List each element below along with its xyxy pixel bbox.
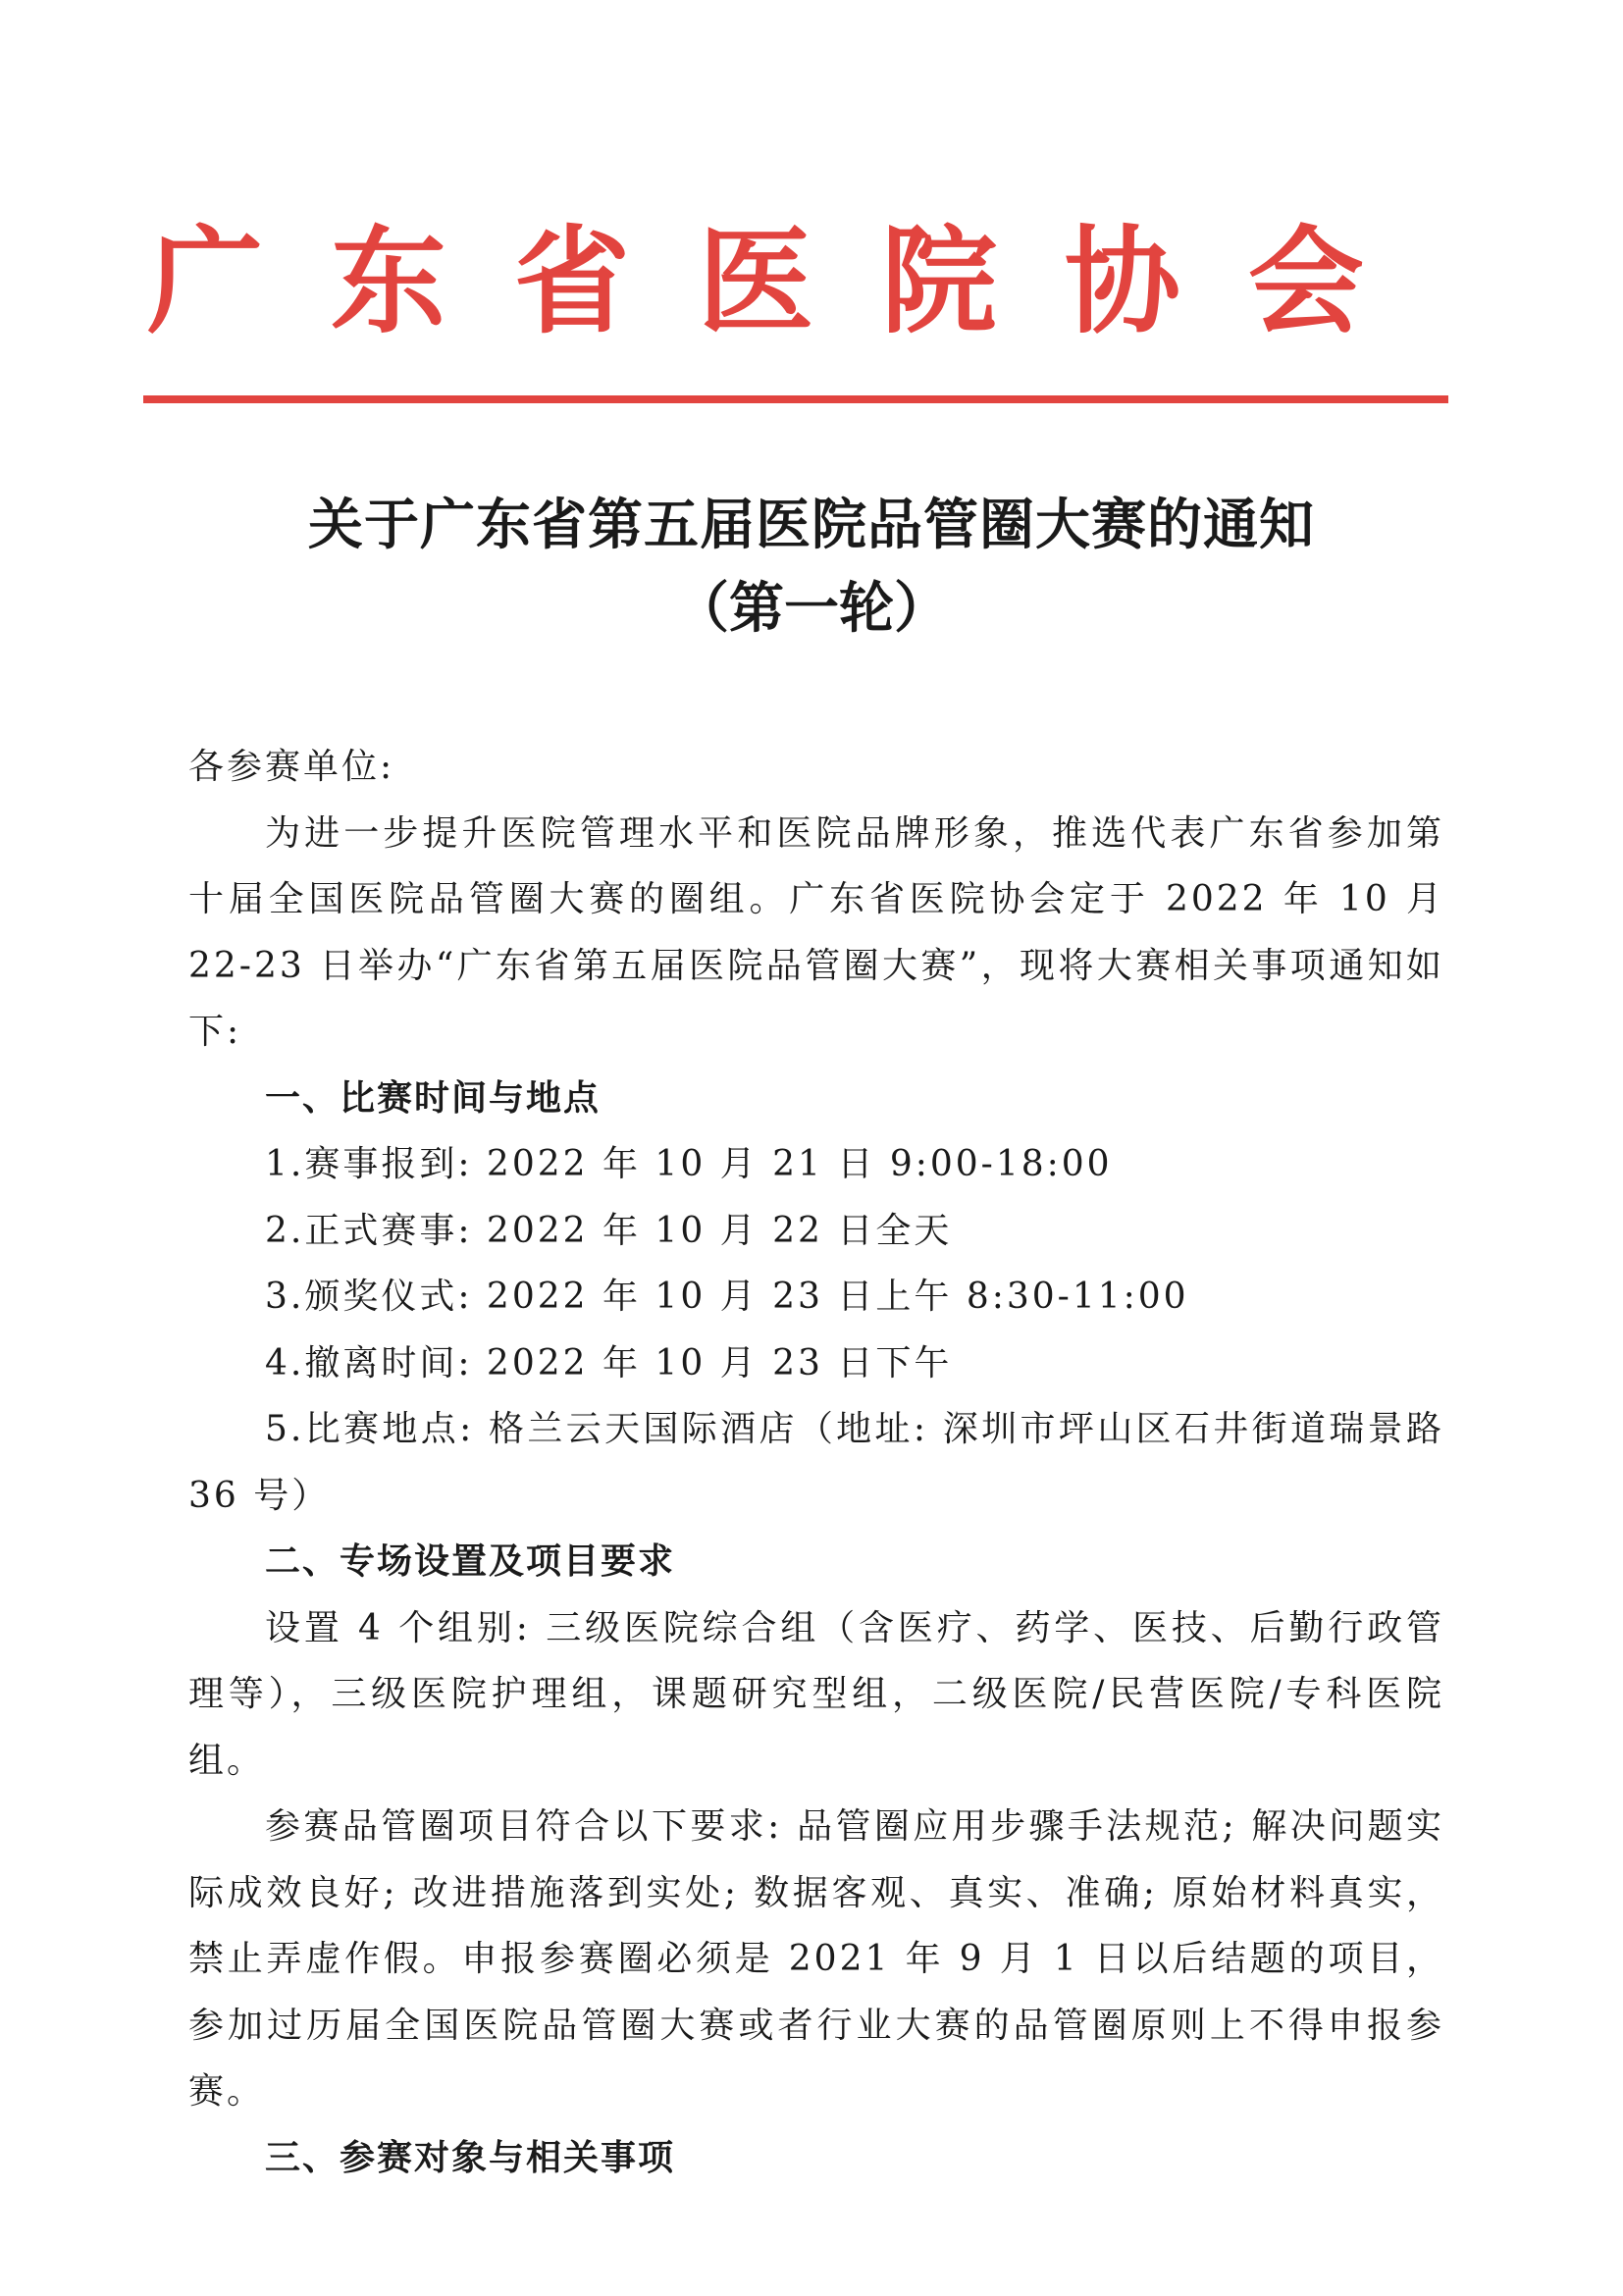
venue-item: 5.比赛地点: 格兰云天国际酒店（地址: 深圳市坪山区石井街道瑞景路 36 号） (188, 1409, 1444, 1516)
letterhead-char: 省 (513, 213, 630, 349)
salutation: 各参赛单位: (188, 747, 395, 787)
schedule-item: 4.撤离时间: 2022 年 10 月 23 日下午 (265, 1342, 953, 1383)
letterhead-char: 协 (1064, 213, 1180, 349)
letterhead-char: 会 (1247, 213, 1364, 349)
groups-paragraph: 设置 4 个组别: 三级医院综合组（含医疗、药学、医技、后勤行政管理等），三级医院护理组，课题研究型组，二级医院/民营医院/专科医院组。 (188, 1607, 1444, 1781)
schedule-item: 2.正式赛事: 2022 年 10 月 22 日全天 (265, 1210, 953, 1251)
letterhead-organization-name (147, 213, 1364, 349)
section-heading-participants: 三、参赛对象与相关事项 (265, 2137, 676, 2178)
notice-subtitle: （第一轮） (674, 576, 949, 641)
letterhead-char: 院 (880, 213, 997, 349)
letterhead-char: 广 (147, 213, 264, 349)
notice-body (188, 734, 1444, 2191)
schedule-item: 1.赛事报到: 2022 年 10 月 21 日 9:00-18:00 (265, 1144, 1113, 1184)
schedule-item: 3.颁奖仪式: 2022 年 10 月 23 日上午 8:30-11:00 (265, 1277, 1189, 1317)
requirements-paragraph: 参赛品管圈项目符合以下要求: 品管圈应用步骤手法规范; 解决问题实际成效良好; 改进措施落到实处; 数据客观、真实、准确; 原始材料真实，禁止弄虚作假。申报参赛圈必须是 2021 年 9 月 1 日以后结题的项目，参加过历届全国医院品管圈大赛或者行业大赛的品管圈原则上不得申报参赛。 (188, 1806, 1444, 2112)
section-heading-time-location: 一、比赛时间与地点 (265, 1077, 602, 1119)
letterhead-divider (143, 395, 1448, 403)
intro-paragraph: 为进一步提升医院管理水平和医院品牌形象，推选代表广东省参加第十届全国医院品管圈大赛的圈组。广东省医院协会定于 2022 年 10 月 22-23 日举办“广东省第五届医院品管圈大赛”，现将大赛相关事项通知如下: (188, 812, 1444, 1052)
letterhead-char: 医 (697, 213, 813, 349)
section-heading-groups: 二、专场设置及项目要求 (265, 1541, 676, 1582)
letterhead-char: 东 (330, 213, 446, 349)
notice-title: 关于广东省第五届医院品管圈大赛的通知 (308, 493, 1315, 557)
